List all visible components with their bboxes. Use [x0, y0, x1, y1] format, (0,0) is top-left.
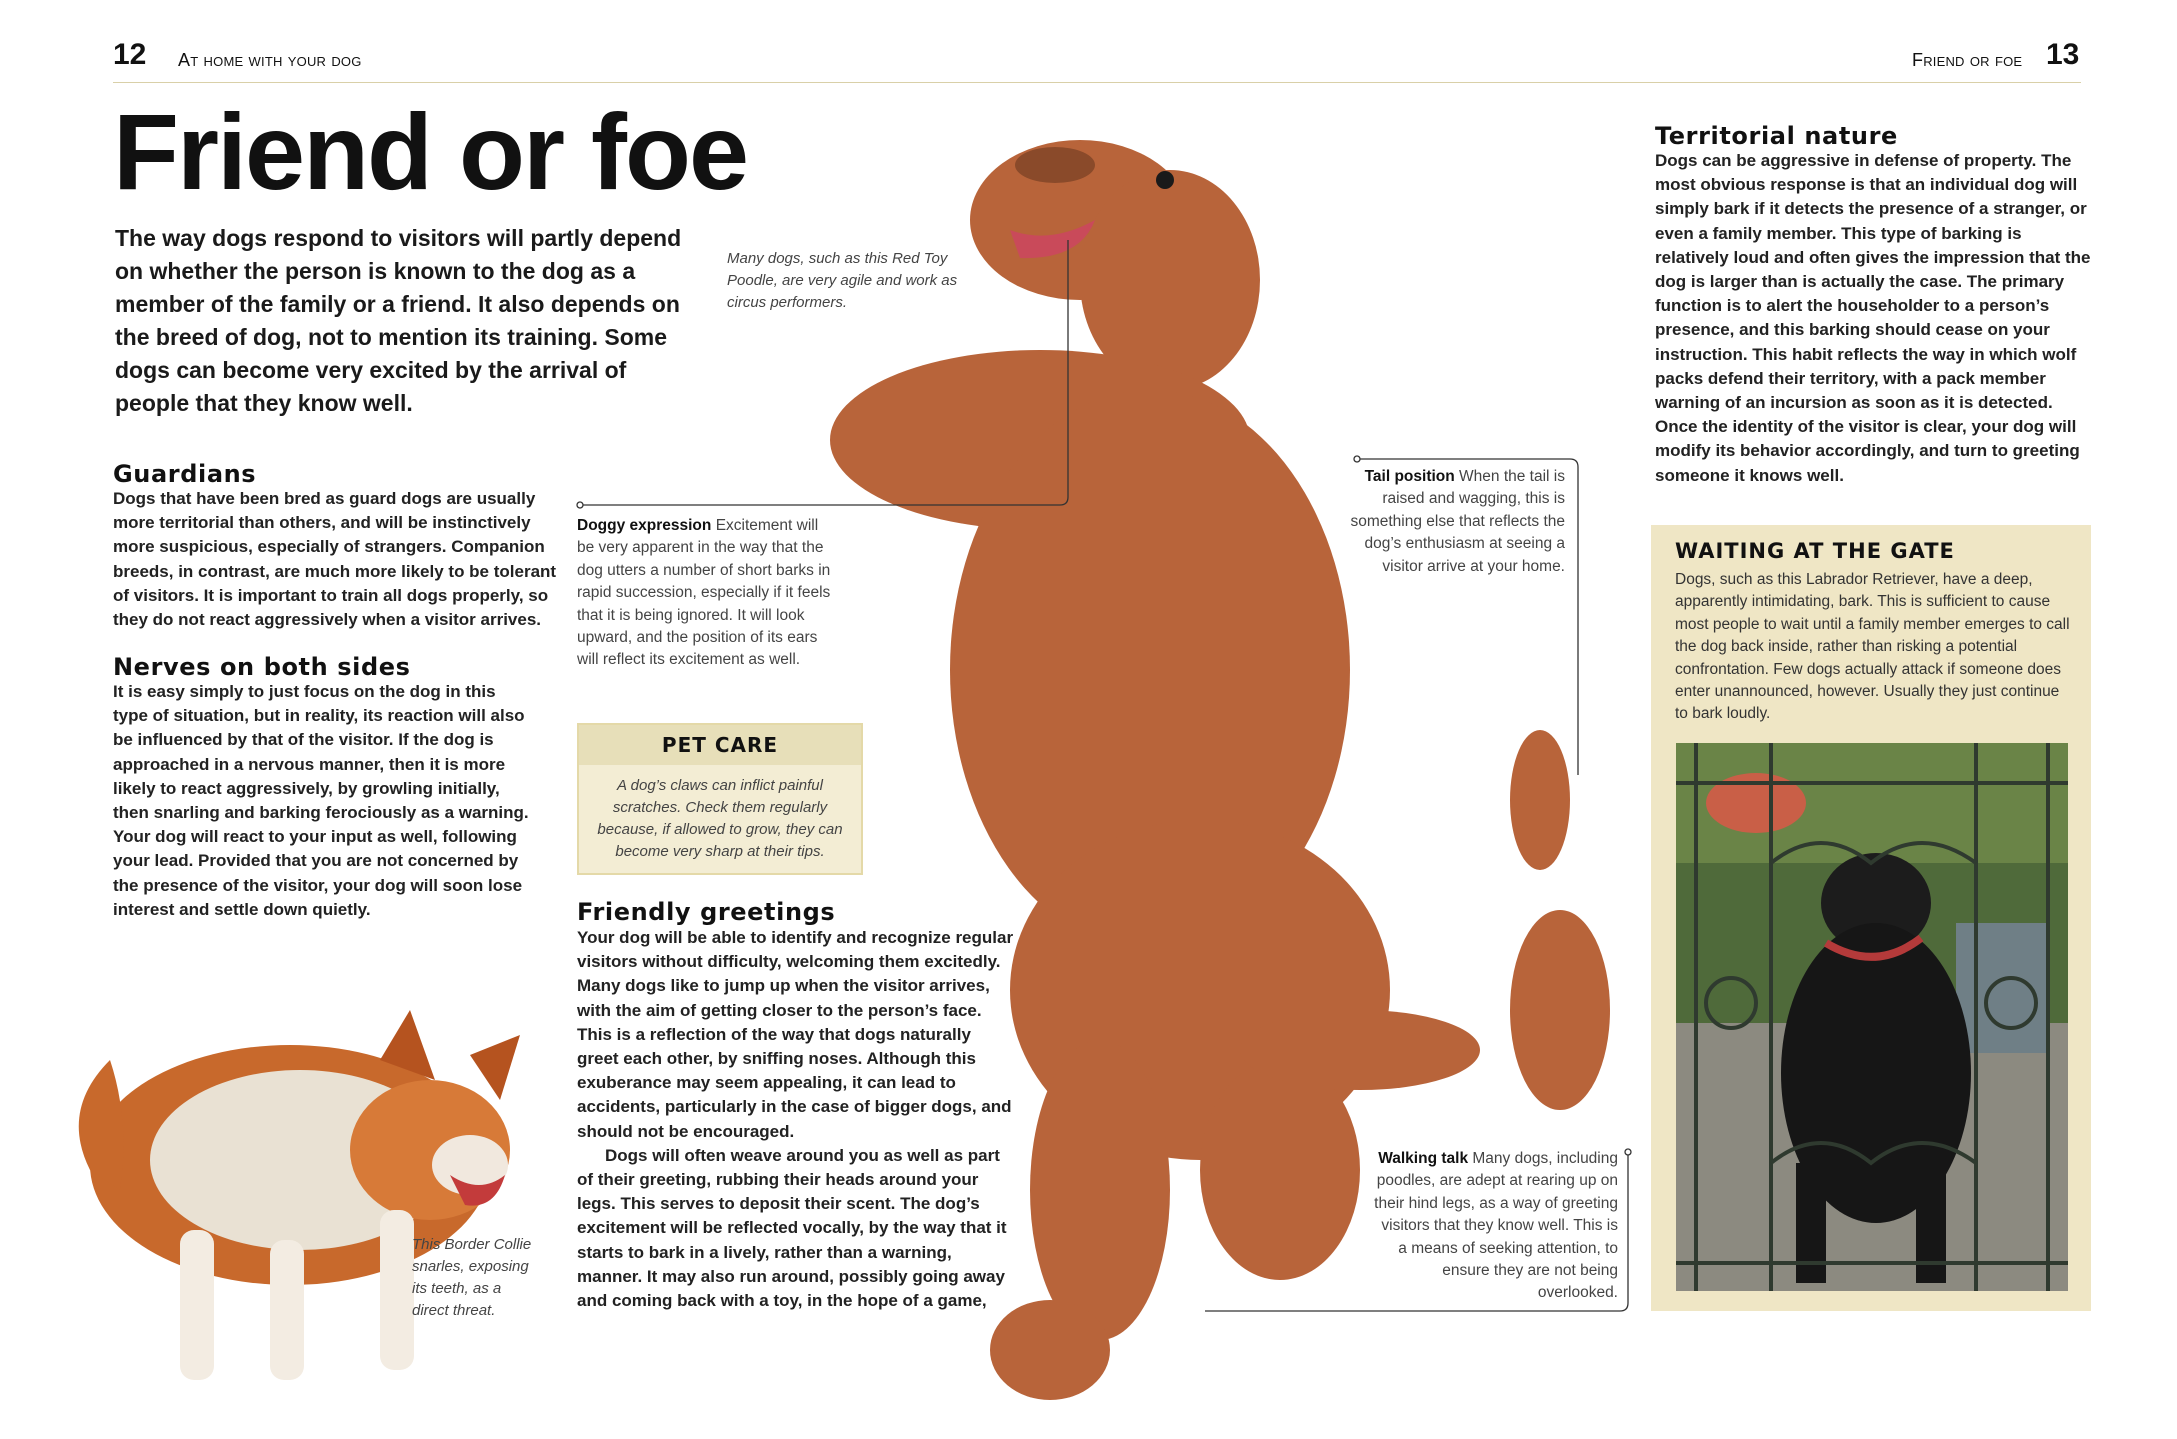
left-running-head: At home with your dog	[178, 50, 362, 70]
poodle-caption: Many dogs, such as this Red Toy Poodle, are very agile and work as circus performers.	[727, 250, 958, 311]
tail-position-callout	[1325, 466, 1565, 578]
friendly-greetings-para2: Dogs will often weave around you as well as part of their greeting, rubbing their heads around your legs. This serves to deposit their scent. The dog’s excitement will be reflected vocally, by the way that it starts to bark in a lively, rather than a warning, manner. It may also run around, possibly going away and coming back with a toy, in the hope of a game,	[577, 1145, 1007, 1311]
page-title: Friend or foe	[113, 91, 748, 212]
walking-talk-text: Many dogs, including poodles, are adept at rearing up on their hind legs, as a way of greeting visitors that they know well. This is a means of seeking attention, to ensure they are not being overlooked.	[1374, 1150, 1618, 1302]
guardians-heading: Guardians	[113, 460, 257, 488]
walking-talk-callout	[1370, 1148, 1618, 1305]
doggy-expression-label: Doggy expression	[577, 517, 712, 534]
doggy-expression-callout	[577, 515, 832, 672]
pet-care-heading: PET CARE	[579, 725, 861, 765]
territorial-text: Dogs can be aggressive in defense of property. The most obvious response is that an individual dog will simply bark if it detects the presence of a stranger, or even a family member. This type of barking is relatively loud and often gives the impression that the dog is larger than is actually the case. The primary function is to alert the householder to a person’s presence, and this barking should cease on your instruction. This habit reflects the way in which wolf packs defend their territory, with a pack member warning of an incursion as soon as it is detected. Once the identity of the visitor is clear, your dog will modify its behavior accordingly, and turn to greeting someone it knows well.	[1655, 151, 2091, 485]
collie-caption: This Border Collie snarles, exposing its teeth, as a direct threat.	[412, 1236, 532, 1319]
waiting-at-the-gate-heading: WAITING AT THE GATE	[1675, 539, 1955, 563]
intro-paragraph: The way dogs respond to visitors will partly depend on whether the person is known to the dog as a member of the family or a friend. It also depends on the breed of dog, not to mention its training. Some dogs can become very excited by the arrival of people that they know well.	[115, 225, 682, 416]
waiting-at-the-gate-text: Dogs, such as this Labrador Retriever, have a deep, apparently intimidating, bark. This is sufficient to cause most people to wait until a family member emerges to call the dog back inside, rather than risking a potential confrontation. Few dogs actually attack if someone does enter unannounced, however. Usually they just continue to bark loudly.	[1675, 571, 2070, 723]
nerves-heading: Nerves on both sides	[113, 653, 411, 681]
nerves-text: It is easy simply to just focus on the dog in this type of situation, but in reality, its reaction will also be influenced by that of the visitor. If the dog is approached in a nervous manner, then it is more likely to react aggressively, by growling initially, then snarling and barking ferociously as a warning. Your dog will react to your input as well, following your lead. Provided that you are not concerned by the presence of the visitor, your dog will soon lose interest and settle down quietly.	[113, 682, 529, 919]
labrador-gate-photo	[1676, 743, 2068, 1291]
doggy-expression-text: Excitement will be very apparent in the way that the dog utters a number of short barks in rapid succession, especially if it feels that it is being ignored. It will look upward, and the position of its ears will reflect its excitement as well.	[577, 517, 831, 669]
territorial-heading: Territorial nature	[1655, 122, 1898, 150]
friendly-greetings-para1: Your dog will be able to identify and recognize regular visitors without difficulty, welcoming them excitedly. Many dogs like to jump up when the visitor arrives, with the aim of getting closer to the person’s face. This is a reflection of the way that dogs naturally greet each other, by sniffing noses. Although this exuberance may seem appealing, it can lead to accidents, particularly in the case of bigger dogs, and should not be encouraged.	[577, 928, 1014, 1141]
walking-talk-label: Walking talk	[1378, 1150, 1469, 1167]
tail-position-label: Tail position	[1364, 468, 1455, 485]
right-page-number: 13	[2046, 38, 2080, 71]
guardians-text: Dogs that have been bred as guard dogs are usually more territorial than others, and will be instinctively more suspicious, especially of strangers. Companion breeds, in contrast, are much more likely to be tolerant of visitors. It is important to train all dogs properly, so they do not react aggressively when a visitor arrives.	[113, 489, 557, 630]
pet-care-text: A dog’s claws can inflict painful scratches. Check them regularly because, if allowed to grow, they can become very sharp at their tips.	[597, 777, 843, 860]
pet-care-box	[577, 723, 863, 875]
right-running-head: Friend or foe	[1912, 50, 2023, 70]
tail-position-text: When the tail is raised and wagging, this is something else that reflects the dog’s enthusiasm at seeing a visitor arrive at your home.	[1350, 468, 1565, 575]
friendly-greetings-heading: Friendly greetings	[577, 898, 836, 926]
friendly-greetings-text	[577, 926, 1017, 1313]
waiting-at-the-gate-box	[1651, 525, 2091, 1311]
left-page-number: 12	[113, 38, 147, 71]
